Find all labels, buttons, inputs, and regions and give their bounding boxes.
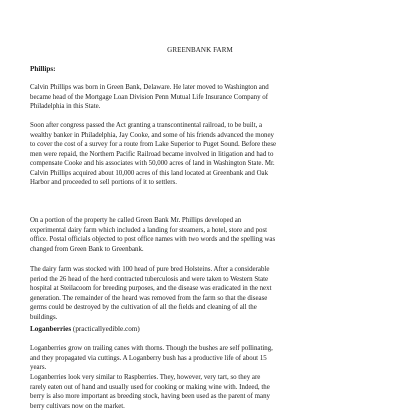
text-line: wealthy banker in Philadelphia, Jay Cooke, and some of his friends advanced the money bbox=[30, 131, 378, 141]
text-line: office. Postal officials objected to post office names with two words and the spelling was bbox=[30, 235, 378, 245]
text-line: years. bbox=[30, 363, 378, 373]
text-line: buildings. bbox=[30, 313, 378, 323]
text-line: generation. The remainder of the heard was removed from the farm so that the disease bbox=[30, 294, 378, 304]
text-line: to cover the cost of a survey for a route from Lake Superior to Puget Sound. Before these bbox=[30, 140, 378, 150]
text-line: Loganberries grow on trailing canes with thorns. Though the bushes are self pollinating, bbox=[30, 344, 378, 354]
paragraph-loganberry-growth bbox=[30, 344, 378, 373]
text-line: men were repaid, the Northern Pacific Railroad became involved in litigation and had to bbox=[30, 150, 378, 160]
paragraph-phillips-origin bbox=[30, 83, 378, 112]
section-heading-text: Phillips: bbox=[30, 65, 56, 73]
text-line: changed from Green Bank to Greenbank. bbox=[30, 245, 378, 255]
text-line: experimental dairy farm which included a landing for steamers, a hotel, store and post bbox=[30, 226, 378, 236]
text-line: berry cultivars now on the market. bbox=[30, 402, 378, 411]
paragraph-holstein-herd bbox=[30, 265, 378, 322]
text-line: Harbor and proceeded to sell portions of it to settlers. bbox=[30, 178, 378, 188]
text-line: compensate Cooke and his associates with 50,000 acres of land in Washington State. Mr. bbox=[30, 159, 378, 169]
section-heading-phillips bbox=[30, 65, 56, 73]
text-line: period the 26 head of the herd contracted tuberculosis and were taken to Western State bbox=[30, 275, 378, 285]
text-line: germs could be destroyed by the cultivation of all the fields and cleaning of all the bbox=[30, 303, 378, 313]
section-heading-source-note: (practicallyedible.com) bbox=[71, 325, 140, 333]
document-title: GREENBANK FARM bbox=[0, 46, 400, 54]
text-line: Philadelphia in this State. bbox=[30, 102, 378, 112]
text-line: became head of the Mortgage Loan Division Penn Mutual Life Insurance Company of bbox=[30, 93, 378, 103]
text-line: Calvin Phillips was born in Green Bank, Delaware. He later moved to Washington and bbox=[30, 83, 378, 93]
paragraph-dairy-farm-origin bbox=[30, 216, 378, 254]
text-line: rarely eaten out of hand and usually used for cooking or making wine with. Indeed, the bbox=[30, 383, 378, 393]
text-line: The dairy farm was stocked with 100 head of pure bred Holsteins. After a considerable bbox=[30, 265, 378, 275]
section-heading-loganberries bbox=[30, 325, 140, 333]
paragraph-loganberry-description bbox=[30, 373, 378, 411]
text-line: Calvin Phillips acquired about 10,000 acres of this land located at Greenbank and Oak bbox=[30, 169, 378, 179]
section-heading-text: Loganberries bbox=[30, 325, 71, 333]
text-line: hospital at Steilacoom for breeding purposes, and the disease was eradicated in the next bbox=[30, 284, 378, 294]
text-line: berry is also more important as breeding stock, having been used as the parent of many bbox=[30, 392, 378, 402]
paragraph-railroad-land bbox=[30, 121, 378, 188]
text-line: Loganberries look very similar to Raspberries. They, however, very tart, so they are bbox=[30, 373, 378, 383]
text-line: On a portion of the property he called Green Bank Mr. Phillips developed an bbox=[30, 216, 378, 226]
text-line: and they propagated via cuttings. A Loganberry bush has a productive life of about 15 bbox=[30, 354, 378, 364]
text-line: Soon after congress passed the Act granting a transcontinental railroad, to be built, a bbox=[30, 121, 378, 131]
